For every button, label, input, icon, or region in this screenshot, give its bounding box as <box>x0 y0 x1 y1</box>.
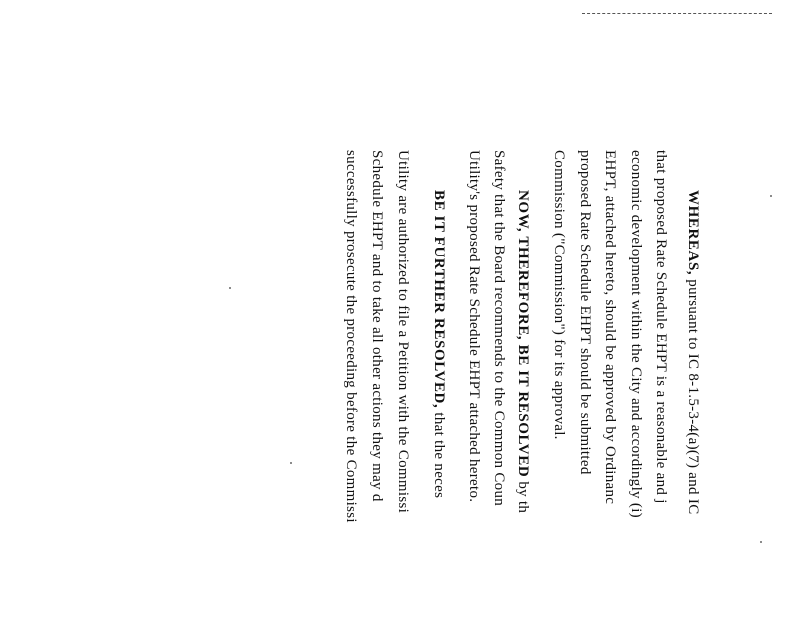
doc-line: Schedule EHPT and to take all other actions they may d <box>369 150 385 502</box>
doc-line: EHPT, attached hereto, should be approved by Ordinanc <box>602 150 618 505</box>
doc-line: proposed Rate Schedule EHPT should be submitted <box>577 150 593 475</box>
doc-line: Commission ("Commission") for its approval. <box>551 150 567 440</box>
scan-speck <box>229 287 231 289</box>
doc-line: Utility are authorized to file a Petition with the Commissi <box>395 150 411 514</box>
doc-line: BE IT FURTHER RESOLVED, that the neces <box>431 190 447 499</box>
doc-line: Utility's proposed Rate Schedule EHPT attached hereto. <box>466 150 482 503</box>
scan-speck <box>760 541 762 543</box>
scan-speck <box>770 195 772 197</box>
doc-line: NOW, THEREFORE, BE IT RESOLVED by th <box>515 190 531 514</box>
doc-line: economic development within the City and accordingly (i) <box>628 150 644 518</box>
top-rule <box>582 13 772 14</box>
doc-line: that proposed Rate Schedule EHPT is a reasonable and j <box>653 150 669 504</box>
doc-line: successfully prosecute the proceeding before the Commissi <box>343 150 359 523</box>
doc-line: Safety that the Board recommends to the Common Coun <box>491 150 507 507</box>
doc-line: WHEREAS, pursuant to IC 8-1.5-3-4(a)(7) and IC <box>685 190 701 515</box>
scan-speck <box>290 462 292 464</box>
